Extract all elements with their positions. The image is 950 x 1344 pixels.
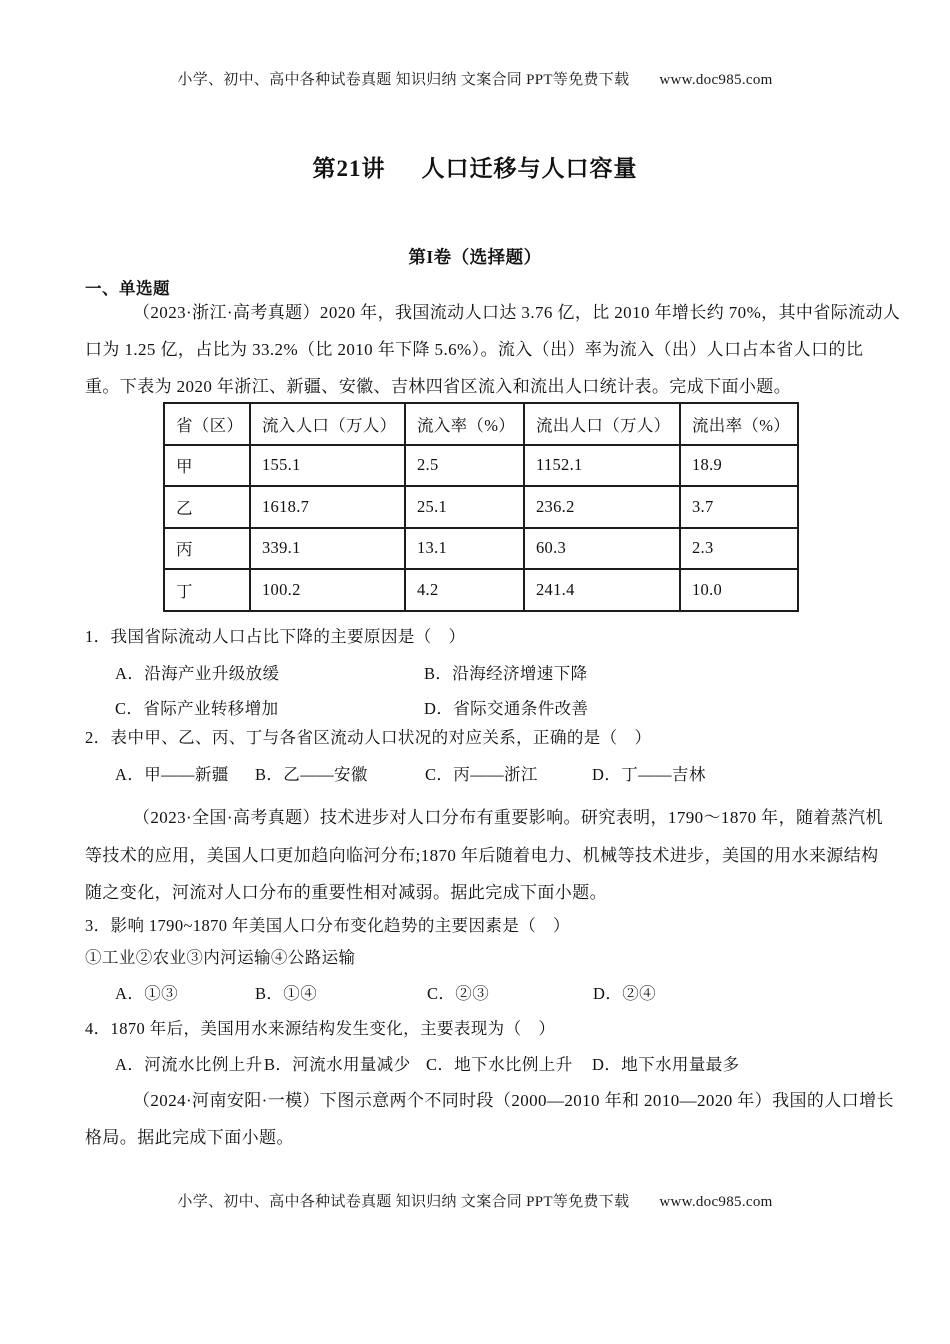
question-2-option-b: B．乙——安徽 [255, 765, 368, 784]
question-3-option-a: A．①③ [115, 984, 179, 1003]
footer-watermark [0, 1190, 950, 1211]
header-watermark-text: 小学、初中、高中各种试卷真题 知识归纳 文案合同 PPT等免费下载 [177, 72, 630, 88]
table-cell: 4.2 [405, 569, 524, 611]
table-cell: 100.2 [250, 569, 405, 611]
footer-watermark-text: 小学、初中、高中各种试卷真题 知识归纳 文案合同 PPT等免费下载 [177, 1194, 630, 1210]
table-header-inflow-rate: 流入率（%） [405, 403, 524, 445]
question-2-stem: 2．表中甲、乙、丙、丁与各省区流动人口状况的对应关系，正确的是（ ） [85, 728, 652, 747]
passage2-line-1: （2023·全国·高考真题）技术进步对人口分布有重要影响。研究表明，1790～1870 年，随着蒸汽机 [133, 808, 883, 827]
question-1-stem: 1．我国省际流动人口占比下降的主要原因是（ ） [85, 627, 466, 646]
population-flow-table [163, 402, 799, 612]
question-1-option-d: D．省际交通条件改善 [424, 699, 589, 718]
table-cell: 乙 [164, 486, 250, 528]
table-header-outflow-pop: 流出人口（万人） [524, 403, 680, 445]
passage3-line-2: 格局。据此完成下面小题。 [85, 1128, 294, 1147]
table-cell: 3.7 [680, 486, 798, 528]
table-cell: 60.3 [524, 528, 680, 570]
subsection-heading: 一、单选题 [85, 279, 170, 298]
table-cell: 241.4 [524, 569, 680, 611]
table-cell: 丁 [164, 569, 250, 611]
passage1-line-1: （2023·浙江·高考真题）2020 年，我国流动人口达 3.76 亿，比 2010 年增长约 70%，其中省际流动人 [133, 303, 901, 322]
table-cell: 1152.1 [524, 445, 680, 487]
table-header-outflow-rate: 流出率（%） [680, 403, 798, 445]
table-cell: 10.0 [680, 569, 798, 611]
question-3-option-d: D．②④ [593, 984, 657, 1003]
question-4-stem: 4．1870 年后，美国用水来源结构发生变化，主要表现为（ ） [85, 1019, 556, 1038]
question-4-option-d: D．地下水用量最多 [592, 1055, 740, 1074]
question-3-option-c: C．②③ [427, 984, 490, 1003]
table-header-inflow-pop: 流入人口（万人） [250, 403, 405, 445]
table-header-province: 省（区） [164, 403, 250, 445]
table-row [164, 486, 798, 528]
table-cell: 25.1 [405, 486, 524, 528]
table-cell: 339.1 [250, 528, 405, 570]
table-cell: 甲 [164, 445, 250, 487]
table-cell: 2.5 [405, 445, 524, 487]
question-2-option-d: D．丁——吉林 [592, 765, 706, 784]
table-row [164, 445, 798, 487]
table-cell: 2.3 [680, 528, 798, 570]
question-2-option-c: C．丙——浙江 [425, 765, 538, 784]
question-3-stem: 3．影响 1790~1870 年美国人口分布变化趋势的主要因素是（ ） [85, 916, 570, 935]
passage1-line-3: 重。下表为 2020 年浙江、新疆、安徽、吉林四省区流入和流出人口统计表。完成下面小题。 [85, 377, 792, 396]
section-title: 第I卷（选择题） [408, 247, 542, 267]
question-1-option-c: C．省际产业转移增加 [115, 699, 279, 718]
table-row [164, 569, 798, 611]
table-cell: 18.9 [680, 445, 798, 487]
passage2-line-2: 等技术的应用，美国人口更加趋向临河分布;1870 年后随着电力、机械等技术进步，美国的用水来源结构 [85, 846, 879, 865]
table-row [164, 528, 798, 570]
page-title-main: 人口迁移与人口容量 [421, 156, 638, 181]
question-4-option-c: C．地下水比例上升 [426, 1055, 573, 1074]
table-cell: 1618.7 [250, 486, 405, 528]
question-4-option-a: A．河流水比例上升 [115, 1055, 263, 1074]
footer-url: www.doc985.com [659, 1194, 773, 1210]
question-4-option-b: B．河流水用量减少 [264, 1055, 411, 1074]
question-2-option-a: A．甲——新疆 [115, 765, 229, 784]
page-title [0, 150, 950, 183]
table-cell: 丙 [164, 528, 250, 570]
question-3-choices-line: ①工业②农业③内河运输④公路运输 [85, 948, 356, 967]
question-1-option-a: A．沿海产业升级放缓 [115, 664, 280, 683]
question-1-option-b: B．沿海经济增速下降 [424, 664, 588, 683]
passage2-line-3: 随之变化，河流对人口分布的重要性相对减弱。据此完成下面小题。 [85, 883, 607, 902]
table-cell: 13.1 [405, 528, 524, 570]
header-watermark [0, 68, 950, 89]
question-3-option-b: B．①④ [255, 984, 318, 1003]
header-url: www.doc985.com [659, 72, 773, 88]
page-title-prefix: 第21讲 [312, 156, 386, 181]
table-cell: 236.2 [524, 486, 680, 528]
table-header-row [164, 403, 798, 445]
passage3-line-1: （2024·河南安阳·一模）下图示意两个不同时段（2000—2010 年和 2010—2020 年）我国的人口增长 [133, 1091, 894, 1110]
passage1-line-2: 口为 1.25 亿，占比为 33.2%（比 2010 年下降 5.6%）。流入（出）率为流入（出）人口占本省人口的比 [85, 340, 864, 359]
table-cell: 155.1 [250, 445, 405, 487]
